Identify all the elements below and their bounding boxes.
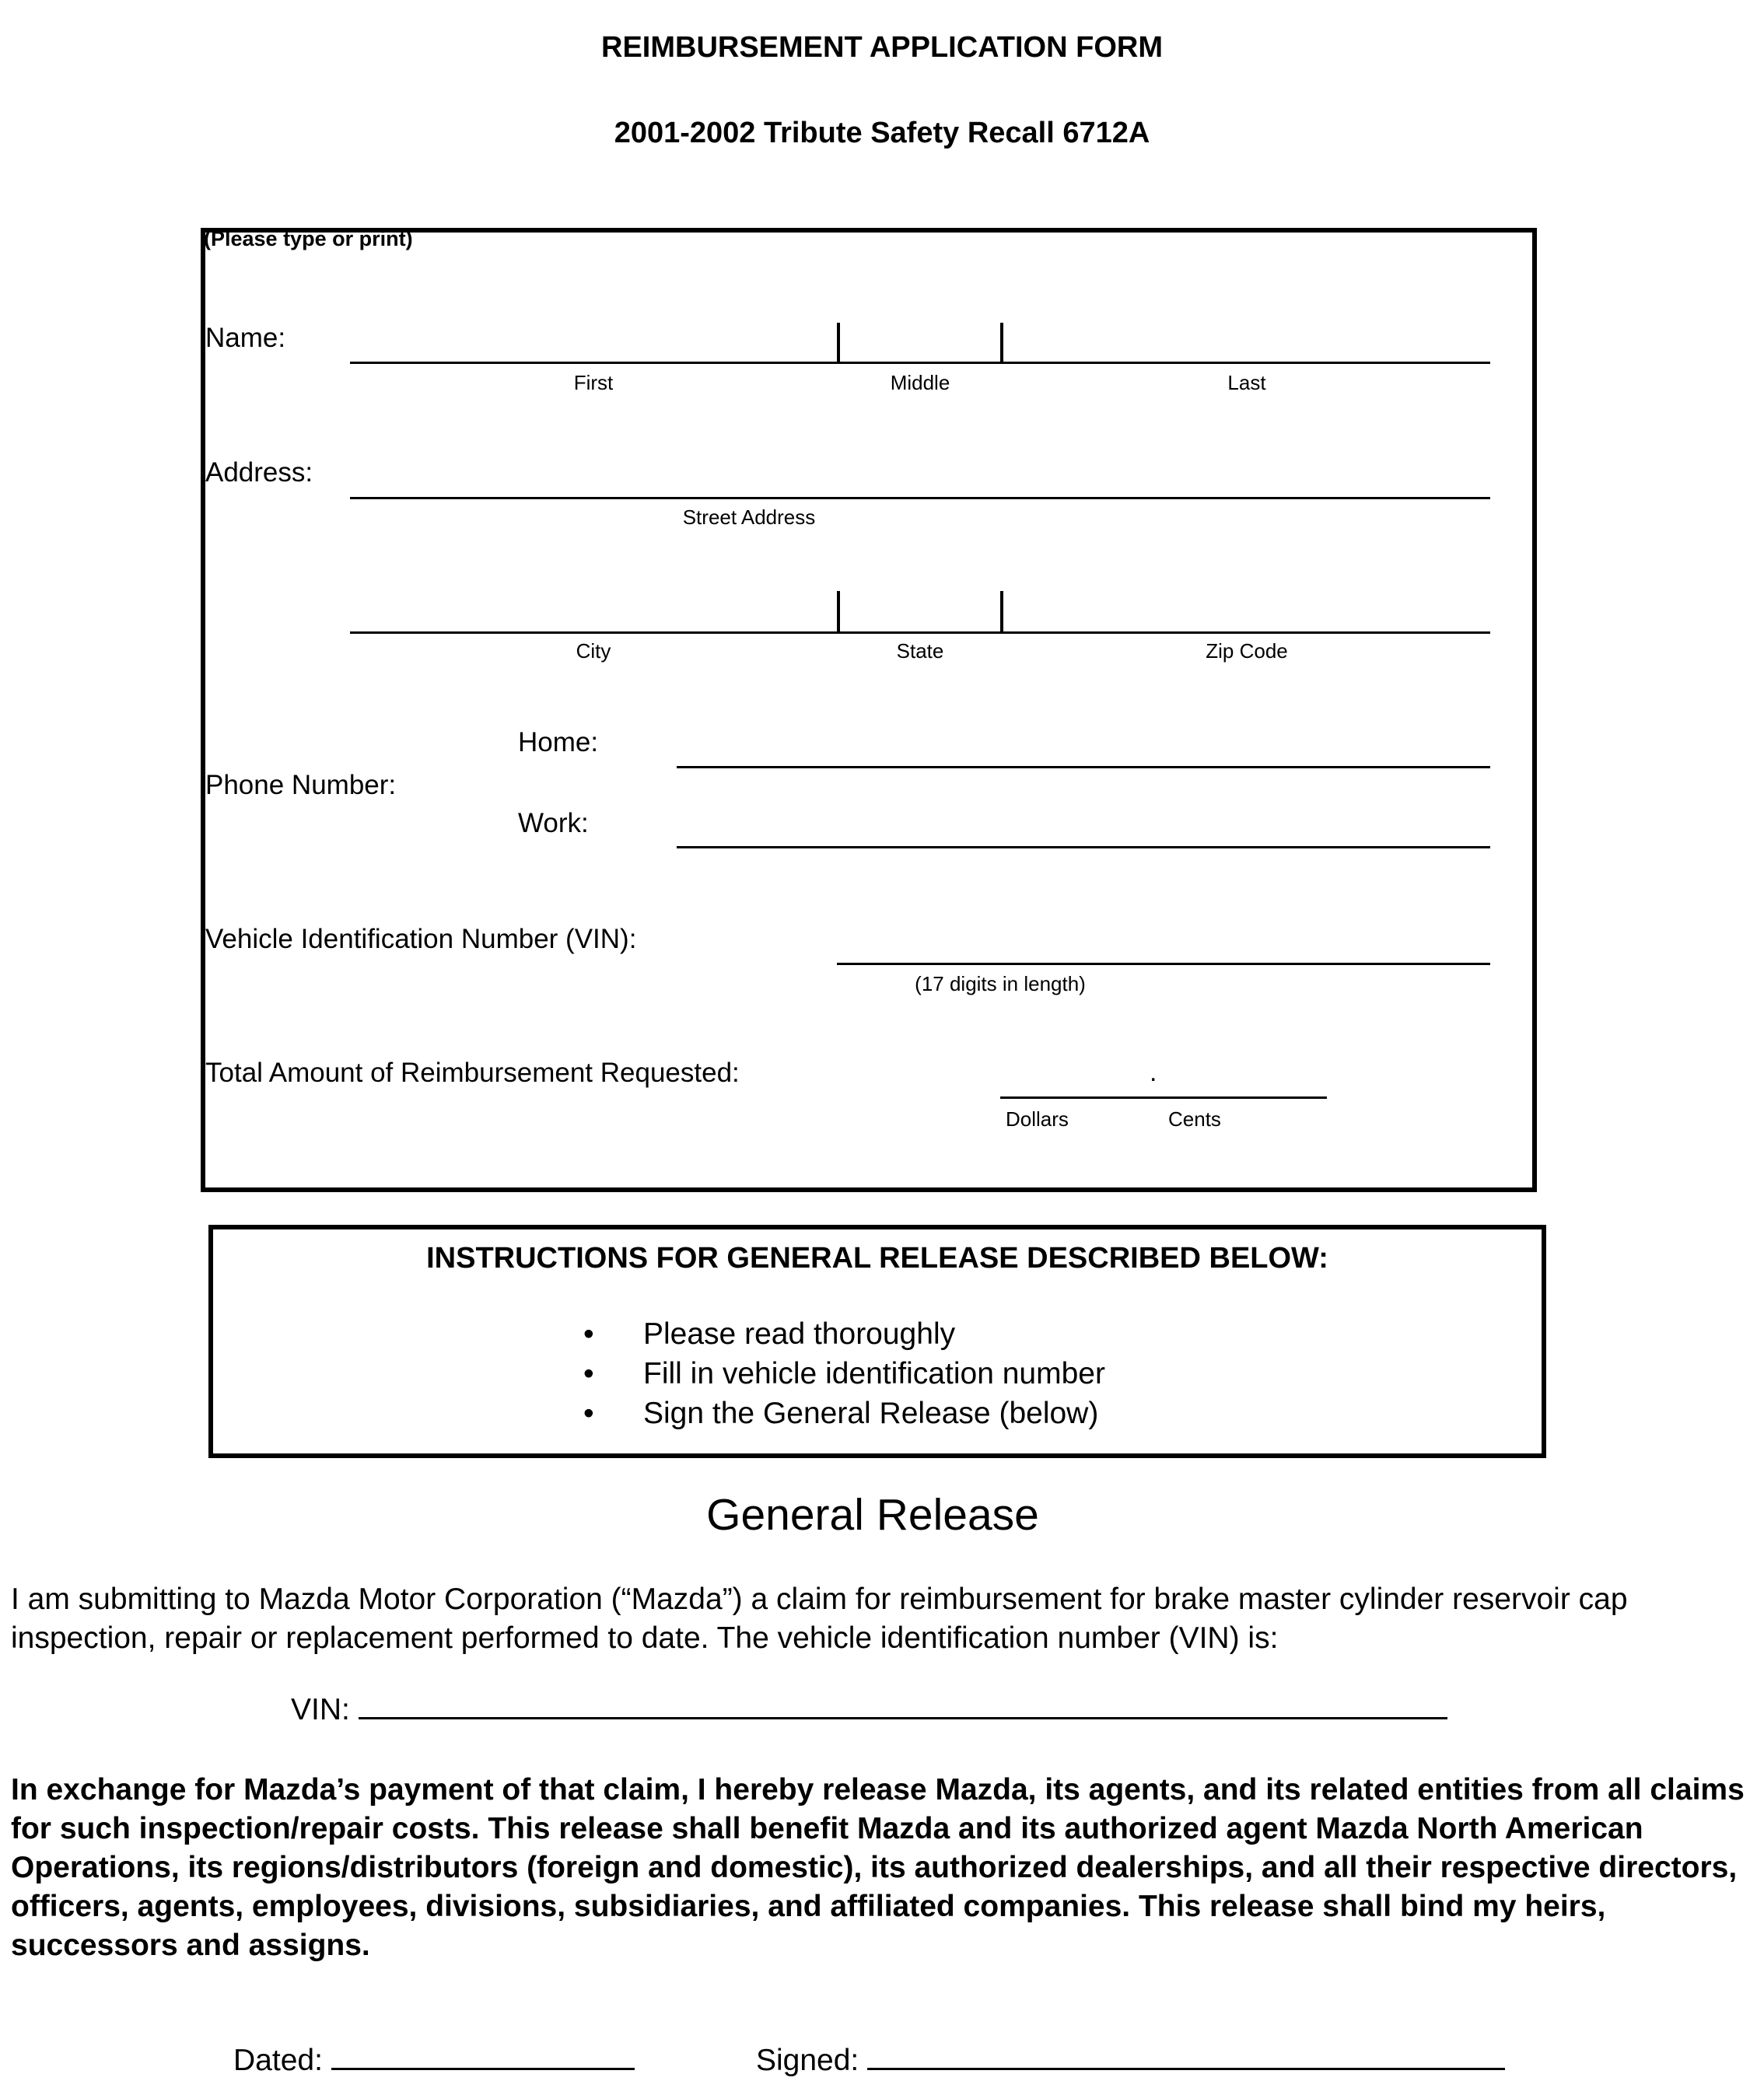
dated-row bbox=[233, 2041, 635, 2080]
street-address-line[interactable] bbox=[350, 497, 1490, 499]
signed-row bbox=[756, 2041, 1505, 2080]
dollars-caption: Dollars bbox=[1006, 1107, 1069, 1131]
home-phone-label: Home: bbox=[518, 727, 599, 757]
instructions-title: INSTRUCTIONS FOR GENERAL RELEASE DESCRIBED BELOW: bbox=[426, 1242, 1328, 1275]
release-body: In exchange for Mazda’s payment of that claim, I hereby release Mazda, its agents, and its related entities from all claims for such inspection/repair costs. This release shall benefit Mazda and its authorized agent Mazda North American Operations, its regions/distributors (foreign and domestic), its authorized dealerships, and all their respective directors, officers, agents, employees, divisions, subsidiaries, and affiliated companies. This release shall bind my heirs, successors and assigns. bbox=[11, 1773, 1745, 1962]
release-vin-row bbox=[291, 1691, 1447, 1730]
instruction-text: Sign the General Release (below) bbox=[643, 1397, 1099, 1430]
zip-caption: Zip Code bbox=[1206, 639, 1288, 663]
instruction-text: Please read thoroughly bbox=[643, 1317, 956, 1351]
city-divider bbox=[837, 591, 840, 632]
instruction-item bbox=[583, 1354, 1105, 1394]
vin-line[interactable] bbox=[837, 963, 1490, 965]
release-intro: I am submitting to Mazda Motor Corporation (“Mazda”) a claim for reimbursement for brake master cylinder reservoir cap inspection, repair or replacement performed to date. The vehicle identification number (VIN) is: bbox=[11, 1583, 1628, 1655]
state-caption: State bbox=[896, 639, 944, 663]
type-or-print-note: (Please type or print) bbox=[204, 227, 413, 250]
instructions-list bbox=[583, 1314, 1105, 1433]
cents-caption: Cents bbox=[1168, 1107, 1221, 1131]
name-divider-2 bbox=[1000, 323, 1003, 363]
middle-name-caption: Middle bbox=[890, 371, 950, 394]
name-divider-1 bbox=[837, 323, 840, 363]
form-title: REIMBURSEMENT APPLICATION FORM bbox=[601, 31, 1163, 64]
release-vin-label: VIN: bbox=[291, 1693, 350, 1726]
total-amount-label: Total Amount of Reimbursement Requested: bbox=[205, 1058, 740, 1088]
vin-caption: (17 digits in length) bbox=[915, 972, 1086, 995]
signed-label: Signed: bbox=[756, 2044, 859, 2077]
instruction-text: Fill in vehicle identification number bbox=[643, 1357, 1105, 1390]
vin-label: Vehicle Identification Number (VIN): bbox=[205, 924, 637, 954]
city-caption: City bbox=[576, 639, 611, 663]
instruction-item bbox=[583, 1394, 1105, 1433]
bullet-icon: • bbox=[583, 1397, 594, 1430]
home-phone-line[interactable] bbox=[677, 766, 1490, 768]
street-address-caption: Street Address bbox=[682, 505, 816, 529]
last-name-caption: Last bbox=[1227, 371, 1266, 394]
signature-line[interactable] bbox=[867, 2067, 1505, 2070]
bullet-icon: • bbox=[583, 1317, 594, 1351]
name-label: Name: bbox=[205, 323, 286, 353]
amount-line[interactable] bbox=[1000, 1096, 1327, 1099]
general-release-title: General Release bbox=[706, 1490, 1039, 1540]
instruction-item bbox=[583, 1314, 1105, 1354]
dated-label: Dated: bbox=[233, 2044, 323, 2077]
release-vin-line[interactable] bbox=[359, 1716, 1447, 1719]
dated-line[interactable] bbox=[331, 2067, 635, 2070]
first-name-caption: First bbox=[573, 371, 614, 394]
phone-number-label: Phone Number: bbox=[205, 770, 397, 800]
name-line[interactable] bbox=[350, 362, 1490, 364]
work-phone-label: Work: bbox=[518, 808, 589, 838]
city-state-zip-line[interactable] bbox=[350, 631, 1490, 634]
form-subtitle: 2001-2002 Tribute Safety Recall 6712A bbox=[614, 117, 1150, 149]
state-divider bbox=[1000, 591, 1003, 632]
decimal-point: . bbox=[1150, 1058, 1157, 1087]
address-label: Address: bbox=[205, 457, 313, 488]
work-phone-line[interactable] bbox=[677, 846, 1490, 848]
bullet-icon: • bbox=[583, 1357, 594, 1390]
